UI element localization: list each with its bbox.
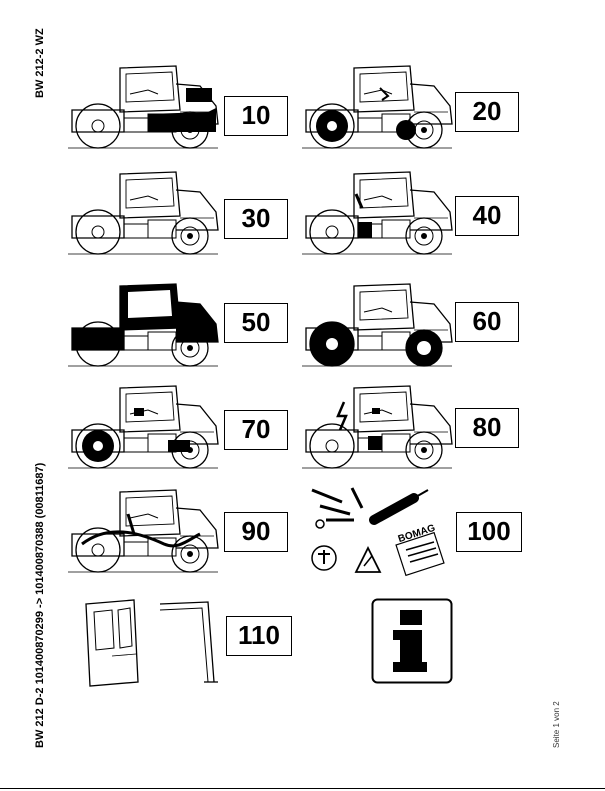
group-number-box[interactable]: 90: [224, 512, 288, 552]
group-number-box[interactable]: 50: [224, 303, 288, 343]
group-number-box[interactable]: 10: [224, 96, 288, 136]
roller-engine-drum-highlight-icon: [302, 60, 462, 156]
roller-wheels-drum-highlight-icon: [302, 278, 462, 374]
group-number-box[interactable]: 40: [455, 196, 519, 236]
group-number-box[interactable]: 100: [456, 512, 522, 552]
roller-hydraulics-highlight-icon: [68, 380, 228, 476]
roller-overview-icon: [68, 166, 228, 262]
roller-hoses-highlight-icon: [68, 484, 228, 580]
brand-logo: BOMAG: [396, 522, 437, 546]
group-number-box[interactable]: 60: [455, 302, 519, 342]
roller-electrical-highlight-icon: [302, 380, 462, 476]
group-number-box[interactable]: 30: [224, 199, 288, 239]
group-number-box[interactable]: 80: [455, 408, 519, 448]
info-icon: [371, 598, 453, 684]
roller-full-body-highlight-icon: [68, 278, 228, 374]
cabin-rops-icon: [82, 596, 232, 692]
group-number-box[interactable]: 70: [224, 410, 288, 450]
roller-steering-highlight-icon: [302, 166, 462, 262]
group-number-box[interactable]: 20: [455, 92, 519, 132]
group-number-box[interactable]: 110: [226, 616, 292, 656]
tools-signs-icon: [302, 480, 452, 580]
serial-label: BW 212 D-2 101400870299 -> 101400870388 (00811687): [34, 462, 46, 748]
page-bottom-divider: [0, 788, 605, 789]
page-label: Seite 1 von 2: [552, 701, 561, 748]
model-label: BW 212-2 WZ: [34, 28, 46, 98]
roller-frame-highlight-icon: [68, 60, 228, 156]
